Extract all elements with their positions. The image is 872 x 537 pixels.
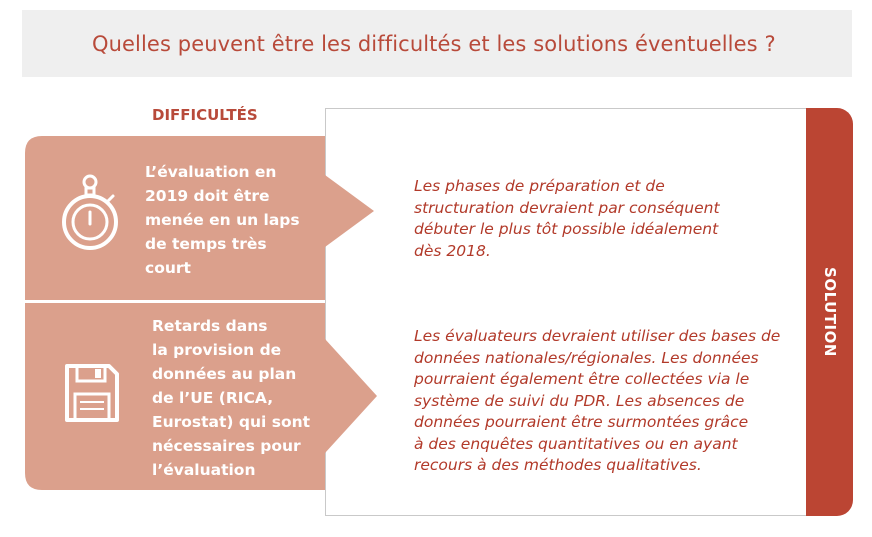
difficulty-text-2: Retards dans la provision de données au plan de l’UE (RICA, Eurostat) qui sont nécessaires pour l’évaluation bbox=[152, 317, 311, 479]
solution-text-1: Les phases de préparation et de structuration devraient par conséquent débuter le plus tôt possible idéalement dès 2018. bbox=[414, 177, 720, 260]
page-title: Quelles peuvent être les difficultés et les solutions éventuelles ? bbox=[92, 32, 776, 56]
difficulties-heading: DIFFICULTÉS bbox=[152, 106, 258, 124]
solution-text-2: Les évaluateurs devraient utiliser des bases de données nationales/régionales. Les données pourraient également être collectées via le système de suivi du PDR. Les absences de données pourraient être surmontées grâce à des enquêtes quantitatives ou en ayant recours à des méthodes qualitatives. bbox=[414, 327, 781, 474]
stopwatch-icon bbox=[60, 172, 120, 256]
solution-heading: SOLUTION bbox=[820, 267, 839, 357]
floppy-disk-icon bbox=[63, 362, 121, 424]
difficulty-text-1: L’évaluation en 2019 doit être menée en un laps de temps très court bbox=[145, 163, 300, 277]
